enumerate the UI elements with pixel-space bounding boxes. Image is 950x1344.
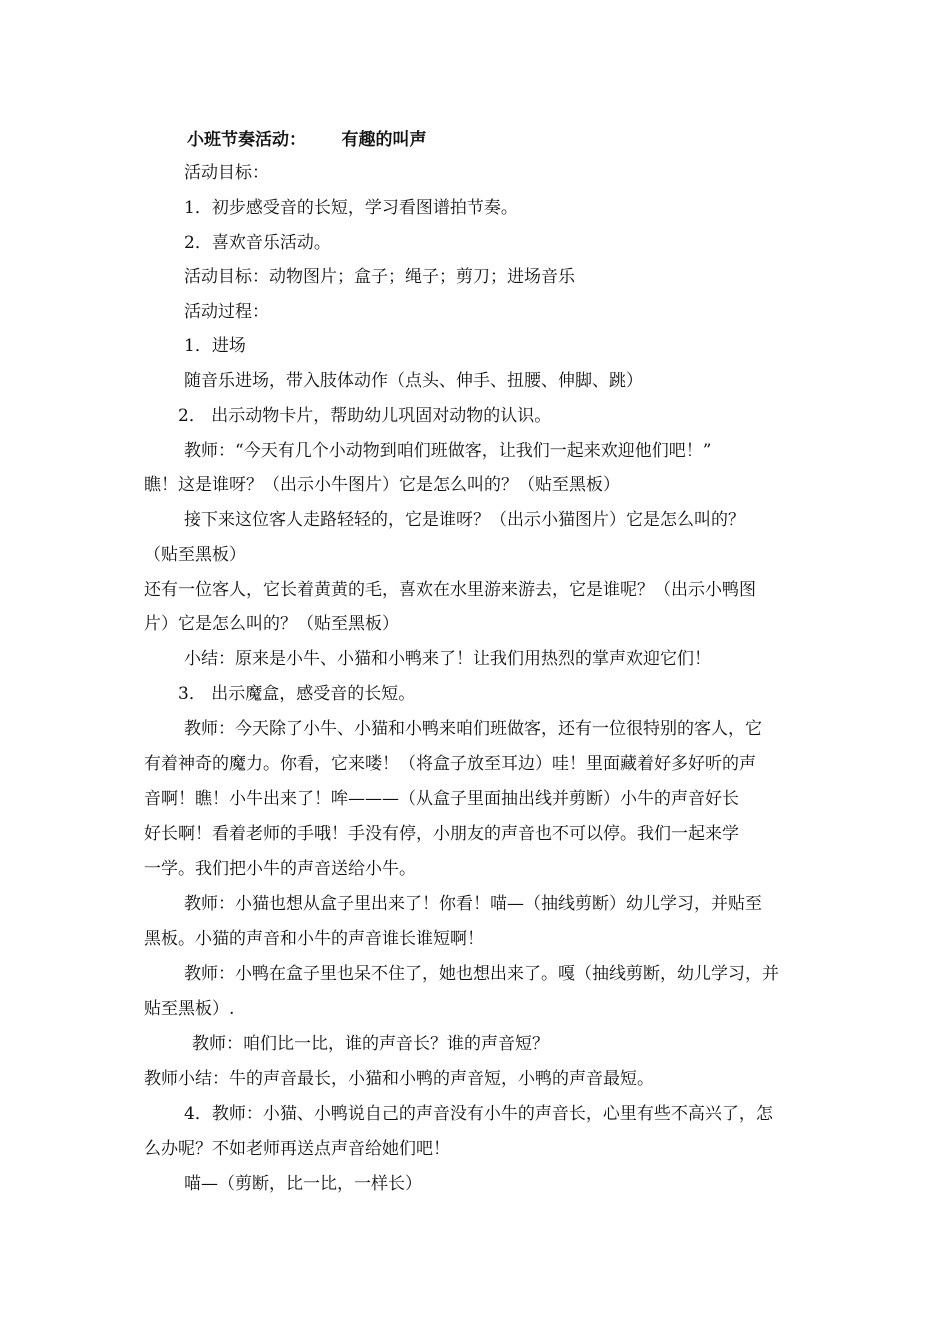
step-4-line: 4．教师：小猫、小鸭说自己的声音没有小牛的声音长，心里有些不高兴了，怎	[184, 1104, 773, 1124]
paragraph-line: 么办呢？不如老师再送点声音给她们吧！	[144, 1139, 450, 1159]
paragraph-line: 喵—（剪断，比一比，一样长）	[184, 1174, 422, 1194]
section-heading-goals: 活动目标：	[184, 163, 269, 183]
page-title: 小班节奏活动： 有趣的叫声	[187, 130, 427, 150]
paragraph-line: 教师：“今天有几个小动物到咱们班做客，让我们一起来欢迎他们吧！”	[184, 441, 712, 461]
goal-item-1: 1．初步感受音的长短，学习看图谱拍节奏。	[184, 198, 518, 218]
step-3-heading: 3． 出示魔盒，感受音的长短。	[178, 684, 416, 704]
paragraph-line: 贴至黑板）.	[144, 999, 235, 1019]
paragraph-line: 教师：小猫也想从盒子里出来了！你看！喵—（抽线剪断）幼儿学习，并贴至	[184, 894, 762, 914]
paragraph-line: 小结：原来是小牛、小猫和小鸭来了！让我们用热烈的掌声欢迎它们！	[184, 649, 711, 669]
step-1-heading: 1．进场	[184, 336, 246, 356]
paragraph-line: 教师小结：牛的声音最长，小猫和小鸭的声音短，小鸭的声音最短。	[144, 1069, 654, 1089]
paragraph-line: 一学。我们把小牛的声音送给小牛。	[144, 859, 416, 879]
paragraph-line: 好长啊！看着老师的手哦！手没有停，小朋友的声音也不可以停。我们一起来学	[144, 824, 739, 844]
paragraph-line: 有着神奇的魔力。你看，它来喽！（将盒子放至耳边）哇！里面藏着好多好听的声	[144, 754, 756, 774]
paragraph-line: 瞧！这是谁呀？（出示小牛图片）它是怎么叫的？（贴至黑板）	[144, 475, 620, 495]
paragraph-line: 教师：小鸭在盒子里也呆不住了，她也想出来了。嘎（抽线剪断，幼儿学习，并	[184, 964, 779, 984]
paragraph-line: （贴至黑板）	[144, 545, 246, 565]
step-2-heading: 2． 出示动物卡片，帮助幼儿巩固对动物的认识。	[178, 406, 552, 426]
paragraph-line: 接下来这位客人走路轻轻的，它是谁呀？（出示小猫图片）它是怎么叫的？	[184, 510, 745, 530]
paragraph-line: 教师：今天除了小牛、小猫和小鸭来咱们班做客，还有一位很特别的客人，它	[184, 719, 762, 739]
paragraph-line: 片）它是怎么叫的？（贴至黑板）	[144, 614, 399, 634]
paragraph-line: 黑板。小猫的声音和小牛的声音谁长谁短啊！	[144, 929, 484, 949]
paragraph-line: 教师：咱们比一比，谁的声音长？谁的声音短？	[192, 1034, 549, 1054]
section-heading-process: 活动过程：	[184, 302, 269, 322]
paragraph-line: 还有一位客人，它长着黄黄的毛，喜欢在水里游来游去，它是谁呢？（出示小鸭图	[144, 580, 756, 600]
paragraph-line: 随音乐进场，带入肢体动作（点头、伸手、扭腰、伸脚、跳）	[184, 371, 643, 391]
materials-line: 活动目标：动物图片；盒子；绳子；剪刀；进场音乐	[184, 267, 575, 287]
goal-item-2: 2．喜欢音乐活动。	[184, 233, 331, 253]
paragraph-line: 音啊！瞧！小牛出来了！哞———（从盒子里面抽出线并剪断）小牛的声音好长	[144, 789, 739, 809]
